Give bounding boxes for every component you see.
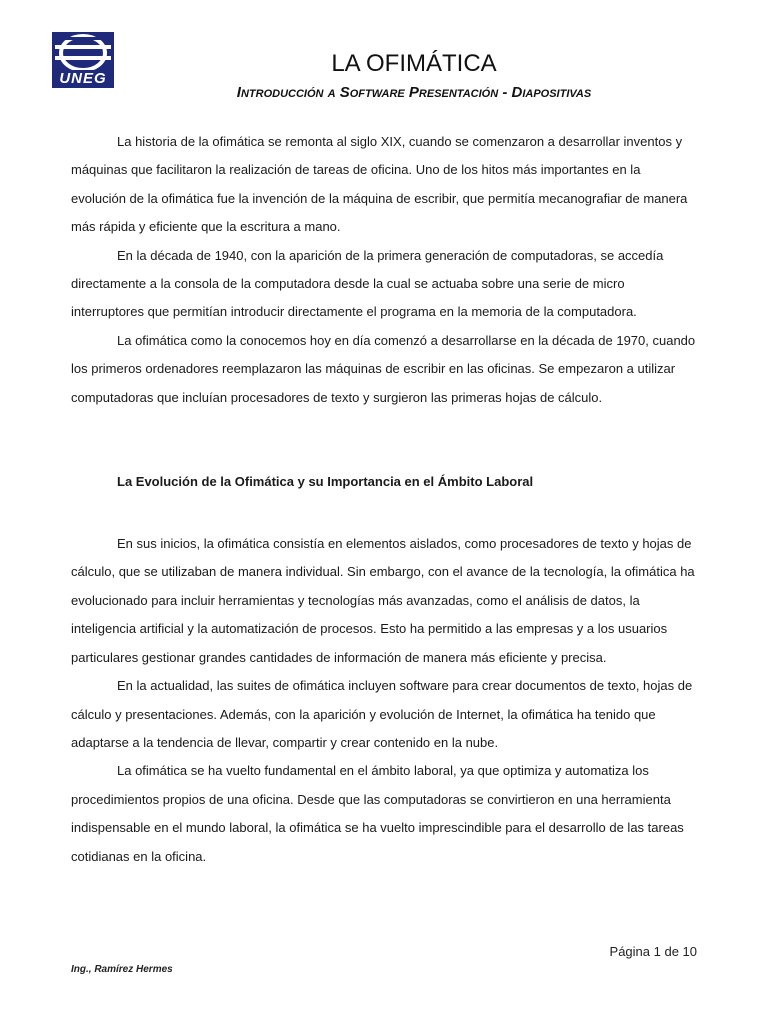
document-body	[71, 128, 697, 871]
section-heading: La Evolución de la Ofimática y su Importancia en el Ámbito Laboral	[117, 474, 534, 490]
document-title: LA OFIMÁTICA	[331, 50, 497, 77]
paragraph: La ofimática se ha vuelto fundamental en el ámbito laboral, ya que optimiza y automatiza los procedimientos propios de una oficina. Desde que las computadoras se convirtieron en una herramienta indispensable en el mundo laboral, la ofimática se ha vuelto imprescindible para el desarrollo de las tareas cotidianas en la oficina.	[71, 763, 684, 864]
logo-text: UNEG	[52, 70, 114, 88]
paragraph: En la década de 1940, con la aparición de la primera generación de computadoras, se accedía directamente a la consola de la computadora desde la cual se actuaba sobre una serie de micro interruptores que permitían introducir directamente el programa en la memoria de la computadora.	[71, 247, 664, 320]
document-subtitle: Introducción a Software Presentación - Diapositivas	[236, 84, 592, 101]
paragraph: En la actualidad, las suites de ofimática incluyen software para crear documentos de texto, hojas de cálculo y presentaciones. Además, con la aparición y evolución de Internet, la ofimática ha tenido que adaptarse a la tendencia de llevar, compartir y crear contenido en la nube.	[71, 678, 693, 750]
spacer	[71, 496, 697, 530]
footer-author: Ing., Ramírez Hermes	[71, 964, 173, 975]
page-number: Página 1 de 10	[609, 944, 697, 959]
paragraph: En sus inicios, la ofimática consistía en elementos aislados, como procesadores de texto y hojas de cálculo, que se utilizaban de manera individual. Sin embargo, con el avance de la tecnología, la ofimática ha evolucionado para incluir herramientas y tecnologías más avanzadas, como el análisis de datos, la inteligencia artificial y la automatización de procesos. Esto ha permitido a las empresas y a los usuarios particulares gestionar grandes cantidades de información de manera más eficiente y precisa.	[71, 536, 695, 665]
paragraph: La historia de la ofimática se remonta al siglo XIX, cuando se comenzaron a desarrollar inventos y máquinas que facilitaron la realización de tareas de oficina. Uno de los hitos más importantes en la evolución de la ofimática fue la invención de la máquina de escribir, que permitía mecanografiar de manera más rápida y eficiente que la escritura a mano.	[71, 134, 688, 235]
spacer	[71, 412, 697, 468]
paragraph: La ofimática como la conocemos hoy en día comenzó a desarrollarse en la década de 1970, cuando los primeros ordenadores reemplazaron las máquinas de escribir en las oficinas. Se empezaron a utilizar computadoras que incluían procesadores de texto y surgieron las primeras hojas de cálculo.	[71, 332, 696, 405]
